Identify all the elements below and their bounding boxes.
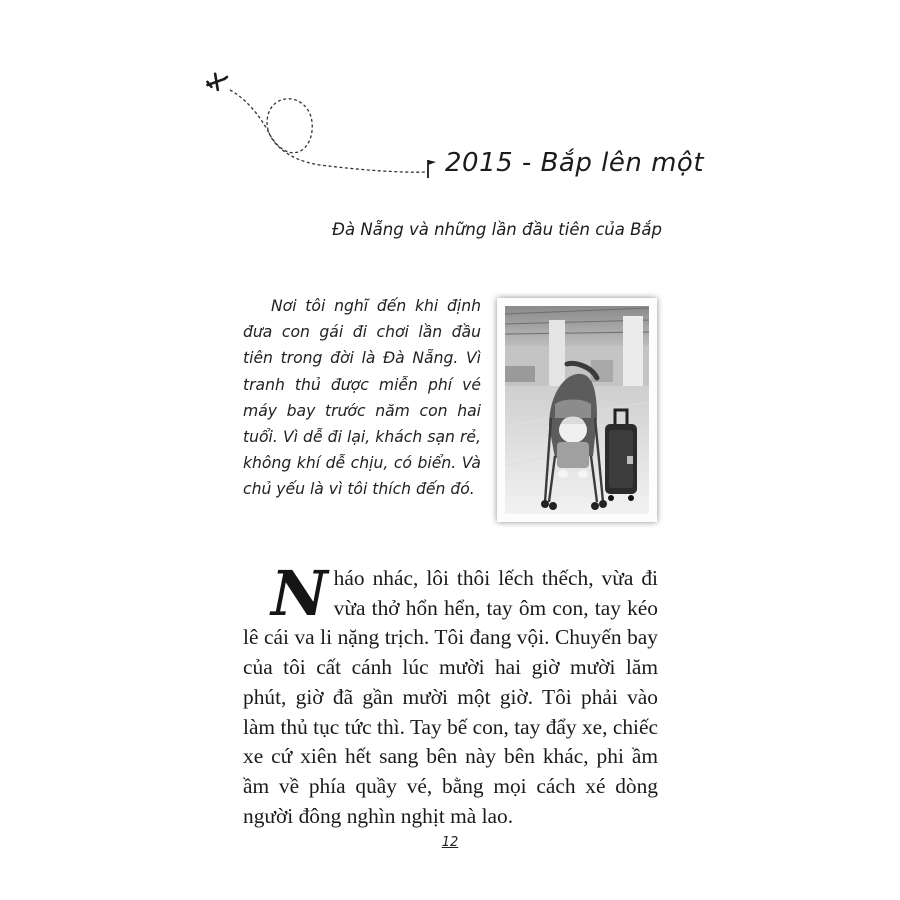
drop-cap: N bbox=[271, 557, 328, 630]
body-text: háo nhác, lôi thôi lếch thếch, vừa đi vừa thở hổn hển, tay ôm con, tay kéo lê cái va li nặng trịch. Tôi đang vội. Chuyến bay của tôi cất cánh lúc mười hai giờ mười lăm phút, giờ đã gần mười một giờ. Tôi phải vào làm thủ tục tức thì. Tay bế con, tay đẩy xe, chiếc xe cứ xiên hết sang bên này bên khác, phi ầm ầm về phía quầy vé, bằng mọi cách xé dòng người đông nghìn nghịt mà lao. bbox=[243, 566, 658, 828]
airplane-icon bbox=[205, 70, 230, 92]
flight-path-decoration bbox=[200, 60, 440, 190]
chapter-subtitle: Đà Nẵng và những lần đầu tiên của Bắp bbox=[332, 220, 662, 239]
airport-stroller-photo bbox=[505, 306, 649, 514]
photo-frame bbox=[497, 298, 657, 522]
body-paragraph bbox=[243, 557, 658, 831]
dotted-trail bbox=[230, 90, 428, 172]
chapter-title: 2015 - Bắp lên một bbox=[445, 148, 705, 178]
flag-icon bbox=[428, 160, 436, 178]
intro-paragraph: Nơi tôi nghĩ đến khi định đưa con gái đi chơi lần đầu tiên trong đời là Đà Nẵng. Vì tranh thủ được miễn phí vé máy bay trước năm con hai tuổi. Vì dễ đi lại, khách sạn rẻ, không khí dễ chịu, có biển. Và chủ yếu là vì tôi thích đến đó. bbox=[243, 297, 481, 499]
page-number: 12 bbox=[441, 835, 459, 850]
